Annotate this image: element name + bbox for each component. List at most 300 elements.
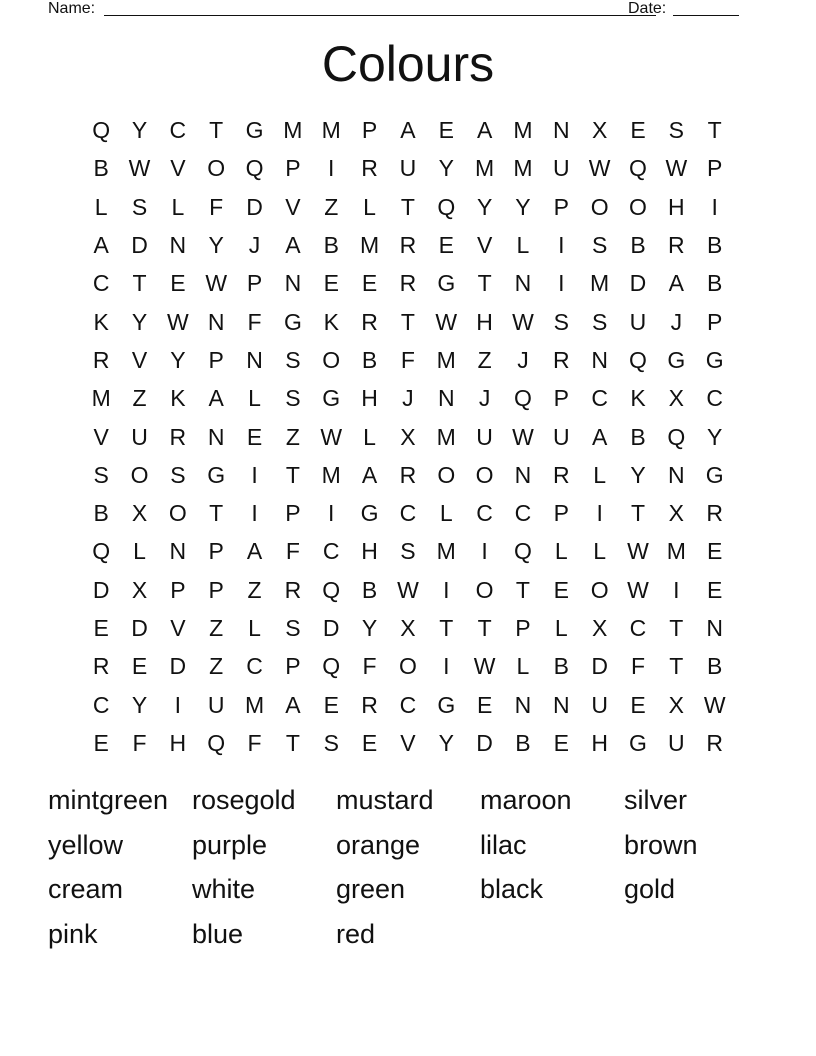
grid-letter[interactable]: E (438, 117, 454, 144)
grid-letter[interactable]: G (667, 346, 686, 373)
grid-letter[interactable]: B (707, 232, 723, 259)
grid-letter[interactable]: D (131, 232, 148, 259)
grid-letter[interactable]: T (707, 117, 722, 144)
grid-letter[interactable]: Y (438, 729, 454, 756)
grid-letter[interactable]: A (93, 232, 109, 259)
grid-letter[interactable]: Y (361, 615, 378, 641)
grid-letter[interactable]: M (666, 538, 686, 565)
grid-letter[interactable]: K (170, 385, 186, 412)
grid-letter[interactable]: U (629, 308, 647, 335)
grid-letter[interactable]: Z (324, 193, 339, 220)
grid-letter[interactable]: N (169, 232, 187, 259)
grid-letter[interactable]: G (322, 385, 341, 412)
grid-letter[interactable]: I (328, 155, 335, 182)
grid-letter[interactable]: R (361, 155, 378, 182)
grid-letter[interactable]: M (513, 155, 533, 182)
grid-letter[interactable]: D (131, 615, 148, 641)
grid-letter[interactable]: I (673, 576, 680, 603)
grid-letter[interactable]: F (285, 538, 300, 565)
grid-letter[interactable]: D (169, 653, 187, 680)
grid-letter[interactable]: X (668, 385, 684, 412)
grid-letter[interactable]: E (246, 423, 263, 450)
grid-letter[interactable]: P (285, 500, 301, 527)
grid-letter[interactable]: R (361, 691, 378, 718)
grid-letter[interactable]: B (93, 500, 109, 527)
grid-letter[interactable]: N (514, 691, 532, 718)
grid-letter[interactable]: M (475, 155, 495, 182)
grid-letter[interactable]: E (361, 729, 378, 756)
grid-letter[interactable]: W (397, 576, 419, 603)
grid-letter[interactable]: O (130, 461, 149, 488)
grid-letter[interactable]: B (707, 270, 723, 297)
grid-letter[interactable]: D (591, 653, 608, 680)
grid-letter[interactable]: J (517, 346, 529, 373)
grid-letter[interactable]: D (246, 193, 263, 220)
grid-letter[interactable]: Z (132, 385, 147, 412)
grid-letter[interactable]: G (207, 461, 226, 488)
grid-letter[interactable]: I (251, 461, 258, 488)
grid-letter[interactable]: H (361, 385, 378, 412)
grid-letter[interactable]: V (170, 155, 186, 182)
grid-letter[interactable]: Z (285, 423, 300, 450)
grid-letter[interactable]: W (167, 308, 189, 335)
grid-letter[interactable]: T (669, 615, 684, 641)
grid-letter[interactable]: S (400, 538, 416, 565)
grid-letter[interactable]: J (670, 308, 683, 335)
grid-letter[interactable]: Z (247, 576, 262, 603)
grid-letter[interactable]: A (591, 423, 608, 450)
grid-letter[interactable]: A (285, 232, 301, 259)
grid-letter[interactable]: L (593, 538, 607, 565)
grid-letter[interactable]: U (591, 691, 608, 718)
grid-letter[interactable]: E (707, 538, 723, 565)
grid-letter[interactable]: C (92, 691, 110, 718)
grid-letter[interactable]: G (437, 270, 456, 297)
grid-letter[interactable]: P (707, 308, 723, 335)
grid-letter[interactable]: J (402, 385, 414, 412)
grid-letter[interactable]: Y (170, 346, 186, 373)
grid-letter[interactable]: J (478, 385, 491, 412)
grid-letter[interactable]: B (630, 232, 646, 259)
grid-letter[interactable]: N (207, 423, 225, 450)
grid-letter[interactable]: L (171, 193, 185, 220)
grid-letter[interactable]: U (552, 155, 570, 182)
grid-letter[interactable]: E (323, 270, 339, 297)
grid-letter[interactable]: R (399, 270, 417, 297)
grid-letter[interactable]: L (133, 538, 146, 565)
grid-letter[interactable]: Q (92, 538, 111, 565)
grid-letter[interactable]: Y (208, 232, 224, 259)
grid-letter[interactable]: N (706, 615, 723, 641)
grid-letter[interactable]: N (514, 461, 532, 488)
grid-letter[interactable]: B (361, 576, 378, 603)
grid-letter[interactable]: O (475, 461, 494, 488)
grid-letter[interactable]: K (93, 308, 109, 335)
grid-letter[interactable]: P (553, 385, 569, 412)
date-blank-line[interactable] (673, 15, 739, 16)
grid-letter[interactable]: L (439, 500, 453, 527)
grid-letter[interactable]: V (476, 232, 493, 259)
grid-letter[interactable]: X (131, 576, 148, 603)
grid-letter[interactable]: I (558, 270, 565, 297)
grid-letter[interactable]: M (283, 117, 303, 144)
grid-letter[interactable]: W (512, 308, 534, 335)
grid-letter[interactable]: T (209, 117, 224, 144)
grid-letter[interactable]: D (629, 270, 647, 297)
grid-letter[interactable]: H (169, 729, 187, 756)
grid-letter[interactable]: I (443, 576, 450, 603)
grid-letter[interactable]: W (128, 155, 151, 182)
grid-row (82, 532, 734, 570)
grid-letter[interactable]: W (627, 538, 649, 565)
grid-letter[interactable]: O (590, 576, 609, 603)
grid-letter[interactable]: T (132, 270, 147, 297)
grid-letter[interactable]: Q (207, 729, 226, 756)
grid-letter[interactable]: A (208, 385, 224, 412)
grid-letter[interactable]: T (439, 615, 454, 641)
grid-letter[interactable]: E (323, 691, 339, 718)
grid-letter[interactable]: C (399, 500, 417, 527)
grid-letter[interactable]: F (400, 346, 415, 373)
grid-letter[interactable]: C (514, 500, 532, 527)
grid-letter[interactable]: O (207, 155, 226, 182)
grid-letter[interactable]: S (285, 346, 301, 373)
grid-letter[interactable]: C (706, 385, 723, 412)
grid-letter[interactable]: M (244, 691, 265, 718)
grid-letter[interactable]: P (285, 155, 301, 182)
grid-letter[interactable]: S (285, 615, 301, 641)
grid-letter[interactable]: X (131, 500, 148, 527)
grid-letter[interactable]: S (93, 461, 109, 488)
grid-letter[interactable]: W (320, 423, 343, 450)
grid-letter[interactable]: F (247, 308, 262, 335)
grid-letter[interactable]: P (170, 576, 186, 603)
grid-letter[interactable]: R (706, 500, 723, 527)
grid-letter[interactable]: D (92, 576, 110, 603)
grid-letter[interactable]: C (399, 691, 417, 718)
grid-letter[interactable]: N (552, 117, 570, 144)
grid-letter[interactable]: Y (438, 155, 454, 182)
grid-letter[interactable]: L (248, 385, 261, 412)
grid-row (82, 494, 734, 532)
grid-letter[interactable]: K (630, 385, 646, 412)
grid-letter[interactable]: P (515, 615, 531, 641)
grid-letter[interactable]: Q (245, 155, 264, 182)
grid-letter[interactable]: T (285, 461, 300, 488)
grid-letter[interactable]: L (554, 615, 568, 641)
grid-letter[interactable]: T (477, 615, 492, 641)
grid-letter[interactable]: U (399, 155, 417, 182)
grid-letter[interactable]: Y (476, 193, 493, 220)
grid-letter[interactable]: E (93, 729, 109, 756)
grid-letter[interactable]: Q (92, 117, 111, 144)
grid-letter[interactable]: S (285, 385, 301, 412)
grid-letter[interactable]: H (668, 193, 685, 220)
grid-letter[interactable]: H (361, 538, 378, 565)
grid-letter[interactable]: X (668, 500, 684, 527)
grid-letter[interactable]: M (590, 270, 610, 297)
grid-letter[interactable]: Y (707, 423, 723, 450)
grid-letter[interactable]: R (169, 423, 187, 450)
grid-letter[interactable]: P (553, 500, 569, 527)
grid-letter[interactable]: O (475, 576, 494, 603)
grid-letter[interactable]: M (91, 385, 111, 412)
grid-letter[interactable]: O (398, 653, 417, 680)
grid-letter[interactable]: R (399, 461, 417, 488)
grid-letter[interactable]: B (361, 346, 378, 373)
grid-letter[interactable]: H (476, 308, 493, 335)
grid-letter[interactable]: J (248, 232, 261, 259)
grid-letter[interactable]: Y (131, 117, 148, 144)
grid-letter[interactable]: E (553, 576, 569, 603)
grid-letter[interactable]: V (400, 729, 416, 756)
grid-letter[interactable]: P (285, 653, 301, 680)
grid-letter[interactable]: A (476, 117, 493, 144)
grid-letter[interactable]: I (711, 193, 718, 220)
grid-letter[interactable]: O (590, 193, 609, 220)
grid-letter[interactable]: O (437, 461, 456, 488)
grid-letter[interactable]: W (627, 576, 649, 603)
grid-letter[interactable]: N (591, 346, 608, 373)
grid-letter[interactable]: E (476, 691, 493, 718)
grid-letter[interactable]: L (516, 653, 530, 680)
grid-letter[interactable]: M (436, 538, 456, 565)
grid-letter[interactable]: G (705, 461, 724, 488)
grid-letter[interactable]: T (400, 308, 415, 335)
grid-letter[interactable]: W (512, 423, 534, 450)
grid-letter[interactable]: Y (131, 691, 148, 718)
grid-letter[interactable]: G (245, 117, 264, 144)
grid-letter[interactable]: I (328, 500, 335, 527)
grid-letter[interactable]: Q (514, 385, 532, 412)
grid-letter[interactable]: N (668, 461, 685, 488)
grid-letter[interactable]: M (321, 117, 341, 144)
grid-letter[interactable]: M (436, 423, 456, 450)
grid-letter[interactable]: R (361, 308, 378, 335)
grid-letter[interactable]: L (94, 193, 108, 220)
grid-letter[interactable]: Z (209, 653, 224, 680)
grid-letter[interactable]: X (400, 423, 416, 450)
grid-letter[interactable]: O (168, 500, 187, 527)
grid-letter[interactable]: Q (629, 346, 647, 373)
grid-letter[interactable]: G (283, 308, 302, 335)
grid-letter[interactable]: P (361, 117, 378, 144)
grid-letter[interactable]: R (552, 346, 570, 373)
word-list-item: mintgreen (48, 785, 169, 815)
grid-letter[interactable]: R (668, 232, 685, 259)
grid-letter[interactable]: I (251, 500, 258, 527)
grid-letter[interactable]: A (285, 691, 301, 718)
grid-letter[interactable]: E (131, 653, 148, 680)
grid-letter[interactable]: I (596, 500, 603, 527)
grid-letter[interactable]: F (630, 653, 646, 680)
grid-letter[interactable]: N (169, 538, 187, 565)
grid-letter[interactable]: F (132, 729, 147, 756)
grid-letter[interactable]: A (246, 538, 263, 565)
grid-letter[interactable]: M (436, 346, 456, 373)
grid-letter[interactable]: G (360, 500, 379, 527)
grid-letter[interactable]: B (553, 653, 569, 680)
grid-letter[interactable]: R (552, 461, 570, 488)
grid-letter[interactable]: I (481, 538, 488, 565)
grid-letter[interactable]: P (246, 270, 263, 297)
grid-letter[interactable]: S (131, 193, 148, 220)
grid-letter[interactable]: E (707, 576, 723, 603)
grid-letter[interactable]: W (473, 653, 496, 680)
grid-letter[interactable]: C (476, 500, 493, 527)
grid-letter[interactable]: P (208, 538, 224, 565)
grid-letter[interactable]: B (707, 653, 723, 680)
grid-letter[interactable]: V (170, 615, 186, 641)
grid-letter[interactable]: M (359, 232, 380, 259)
grid-letter[interactable]: W (435, 308, 458, 335)
grid-letter[interactable]: Q (514, 538, 532, 565)
grid-letter[interactable]: W (205, 270, 228, 297)
grid-letter[interactable]: E (438, 232, 454, 259)
grid-letter[interactable]: L (248, 615, 261, 641)
word-list-item: maroon (480, 785, 572, 815)
grid-letter[interactable]: B (630, 423, 646, 450)
grid-letter[interactable]: L (516, 232, 530, 259)
grid-letter[interactable]: Y (630, 461, 646, 488)
grid-letter[interactable]: X (400, 615, 416, 641)
grid-letter[interactable]: N (246, 346, 263, 373)
grid-letter[interactable]: G (629, 729, 647, 756)
name-label: Name: (48, 0, 96, 17)
grid-letter[interactable]: B (515, 729, 531, 756)
grid-letter[interactable]: C (629, 615, 647, 641)
grid-letter[interactable]: Y (515, 193, 531, 220)
grid-letter[interactable]: R (92, 346, 110, 373)
grid-letter[interactable]: R (399, 232, 417, 259)
grid-letter[interactable]: S (591, 232, 608, 259)
grid-letter[interactable]: A (668, 270, 684, 297)
grid-letter[interactable]: N (207, 308, 225, 335)
grid-letter[interactable]: U (131, 423, 148, 450)
grid-letter[interactable]: D (476, 729, 493, 756)
grid-letter[interactable]: P (208, 576, 224, 603)
grid-letter[interactable]: Q (629, 155, 647, 182)
grid-letter[interactable]: S (170, 461, 186, 488)
grid-letter[interactable]: G (705, 346, 724, 373)
grid-letter[interactable]: B (93, 155, 109, 182)
grid-letter[interactable]: R (706, 729, 723, 756)
grid-letter[interactable]: S (323, 729, 339, 756)
grid-letter[interactable]: Y (131, 308, 148, 335)
grid-letter[interactable]: Q (322, 576, 341, 603)
grid-letter[interactable]: M (513, 117, 533, 144)
grid-letter[interactable]: F (362, 653, 377, 680)
grid-letter[interactable]: Q (322, 653, 341, 680)
grid-letter[interactable]: P (707, 155, 723, 182)
grid-letter[interactable]: T (669, 653, 684, 680)
word-list-item: gold (624, 874, 676, 905)
grid-letter[interactable]: W (588, 155, 611, 182)
grid-letter[interactable]: O (629, 193, 647, 220)
grid-letter[interactable]: N (514, 270, 532, 297)
grid-letter[interactable]: T (630, 500, 646, 527)
grid-letter[interactable]: R (92, 653, 110, 680)
grid-letter[interactable]: L (554, 538, 568, 565)
grid-letter[interactable]: X (591, 615, 608, 641)
grid-letter[interactable]: A (400, 117, 416, 144)
grid-letter[interactable]: Q (437, 193, 456, 220)
grid-letter[interactable]: N (284, 270, 302, 297)
grid-letter[interactable]: Q (667, 423, 686, 450)
grid-letter[interactable]: V (131, 346, 148, 373)
grid-letter[interactable]: U (207, 691, 225, 718)
grid-letter[interactable]: E (93, 615, 109, 641)
grid-letter[interactable]: C (246, 653, 263, 680)
grid-letter[interactable]: L (593, 461, 607, 488)
grid-letter[interactable]: L (363, 423, 376, 450)
grid-letter[interactable]: E (553, 729, 569, 756)
grid-letter[interactable]: F (247, 729, 262, 756)
grid-letter[interactable]: O (322, 346, 341, 373)
grid-letter[interactable]: F (209, 193, 224, 220)
word-list-item: blue (192, 919, 244, 950)
grid-letter[interactable]: T (400, 193, 415, 220)
grid-letter[interactable]: T (209, 500, 224, 527)
grid-letter[interactable]: D (322, 615, 340, 641)
grid-letter[interactable]: G (437, 691, 456, 718)
grid-letter[interactable]: S (553, 308, 569, 335)
grid-letter[interactable]: I (558, 232, 565, 259)
grid-letter[interactable]: S (668, 117, 684, 144)
grid-letter[interactable]: B (323, 232, 339, 259)
grid-letter[interactable]: A (361, 461, 378, 488)
grid-letter[interactable]: Z (209, 615, 224, 641)
grid-letter[interactable]: C (322, 538, 340, 565)
grid-letter[interactable]: Z (477, 346, 492, 373)
grid-letter[interactable]: P (208, 346, 224, 373)
word-list-item: rosegold (192, 785, 296, 815)
grid-letter[interactable]: U (476, 423, 493, 450)
grid-letter[interactable]: U (552, 423, 570, 450)
grid-letter[interactable]: C (591, 385, 608, 412)
grid-letter[interactable]: C (169, 117, 187, 144)
grid-letter[interactable]: I (443, 653, 450, 680)
grid-letter[interactable]: R (284, 576, 302, 603)
grid-letter[interactable]: W (665, 155, 688, 182)
grid-letter[interactable]: C (92, 270, 110, 297)
grid-letter[interactable]: K (323, 308, 339, 335)
grid-letter[interactable]: X (591, 117, 608, 144)
grid-letter[interactable]: I (174, 691, 182, 718)
grid-letter[interactable]: S (591, 308, 608, 335)
grid-letter[interactable]: N (552, 691, 570, 718)
grid-letter[interactable]: E (170, 270, 186, 297)
grid-letter[interactable]: W (703, 691, 726, 718)
name-blank-line[interactable] (104, 15, 656, 16)
grid-letter[interactable]: T (285, 729, 300, 756)
word-list-item: green (336, 874, 406, 905)
grid-letter[interactable]: E (630, 117, 646, 144)
grid-letter[interactable]: E (630, 691, 646, 718)
grid-letter[interactable]: N (437, 385, 455, 412)
grid-letter[interactable]: T (515, 576, 530, 603)
grid-letter[interactable]: T (477, 270, 492, 297)
grid-letter[interactable]: L (363, 193, 376, 220)
grid-letter[interactable]: P (553, 193, 569, 220)
grid-letter[interactable]: U (668, 729, 685, 756)
grid-letter[interactable]: V (285, 193, 301, 220)
grid-letter[interactable]: V (93, 423, 109, 450)
grid-letter[interactable]: E (361, 270, 378, 297)
grid-letter[interactable]: M (321, 461, 341, 488)
grid-letter[interactable]: H (591, 729, 608, 756)
grid-letter[interactable]: X (668, 691, 684, 718)
